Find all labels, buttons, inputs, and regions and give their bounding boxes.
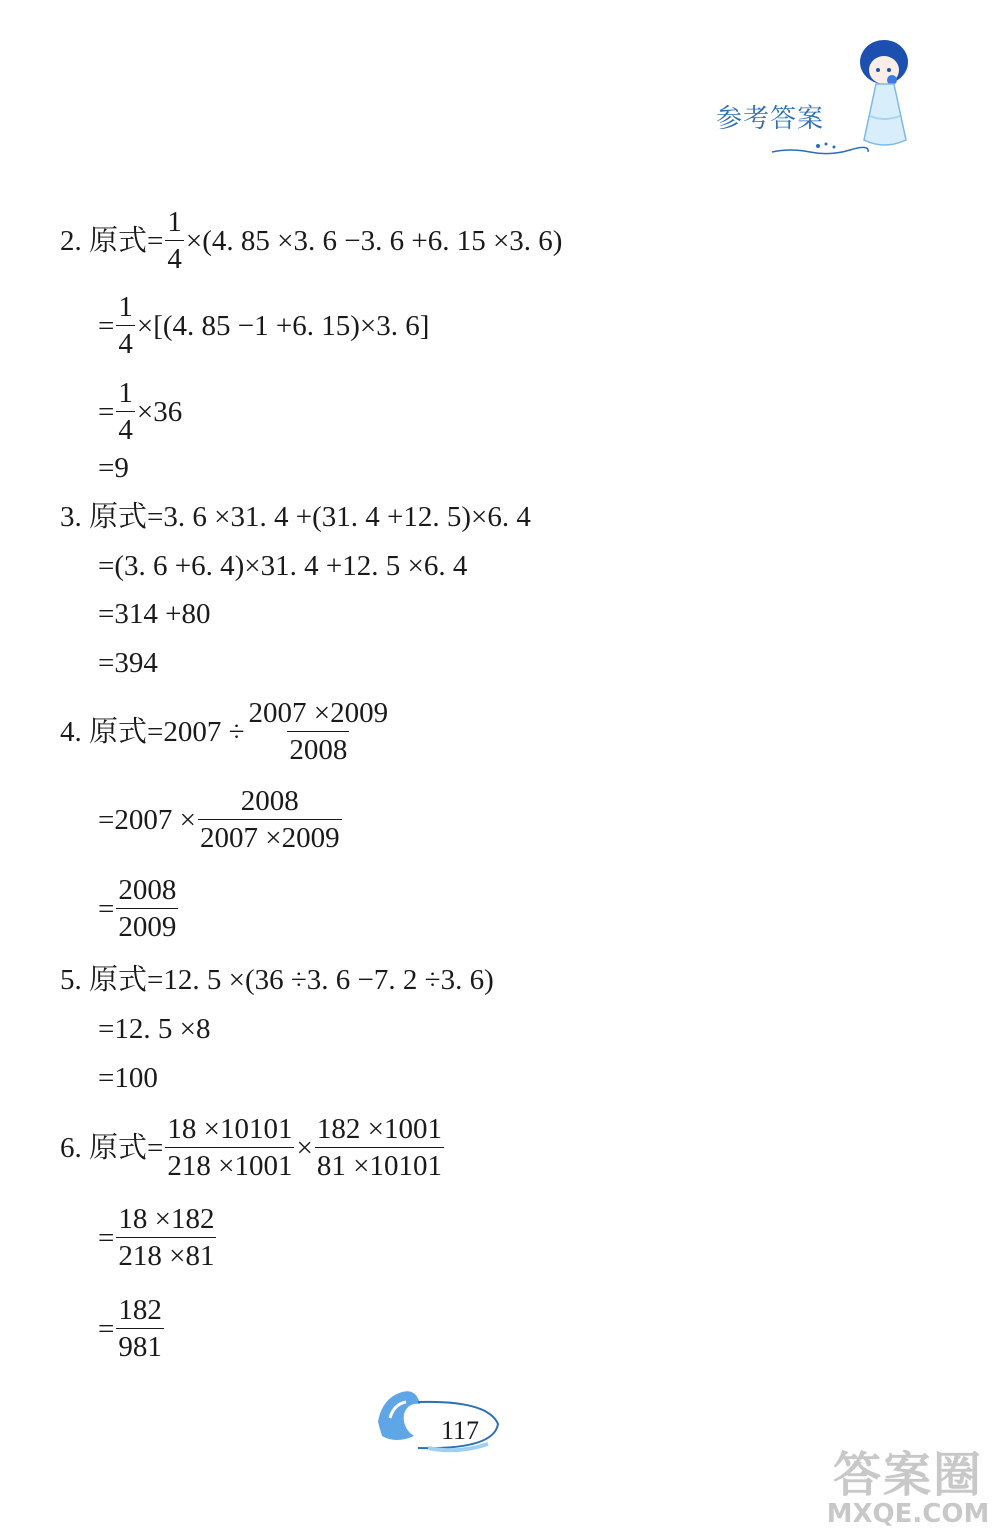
expression: ×[(4. 85 −1 +6. 15)×3. 6] [136, 309, 430, 342]
problem-2-line-4 [98, 451, 129, 485]
problem-5-line-2 [98, 1012, 210, 1046]
problem-5-line-1 [60, 963, 494, 997]
denominator: 4 [165, 240, 184, 276]
equals: = [147, 224, 164, 257]
problem-4-line-1 [60, 696, 392, 767]
denominator: 2008 [287, 731, 349, 767]
problem-6-line-2 [98, 1202, 218, 1273]
problem-label: 4. 原式 [60, 715, 148, 748]
problem-label: 5. 原式 [60, 964, 148, 996]
equals: = [98, 309, 115, 342]
expression: =314 +80 [98, 598, 211, 630]
equals: = [98, 1221, 115, 1254]
problem-5-line-3 [98, 1061, 158, 1095]
numerator: 182 ×1001 [316, 1113, 442, 1145]
fraction [116, 1202, 216, 1273]
denominator: 4 [116, 325, 135, 361]
fraction [116, 873, 178, 944]
denominator: 4 [116, 411, 135, 447]
problem-label: 6. 原式 [60, 1131, 148, 1164]
girl-illustration [840, 36, 920, 154]
fraction [247, 696, 391, 767]
denominator: 2007 ×2009 [198, 819, 342, 855]
denominator: 81 ×10101 [315, 1147, 444, 1183]
problem-2-line-3 [98, 376, 182, 447]
equals: = [147, 1131, 164, 1164]
fraction [165, 205, 184, 276]
fraction [116, 1293, 164, 1364]
fraction [198, 784, 342, 855]
problem-3-line-4 [98, 646, 158, 680]
expression: =9 [98, 452, 129, 484]
expression: =2007 × [98, 803, 196, 836]
numerator: 18 ×182 [118, 1203, 215, 1235]
denominator: 981 [116, 1328, 164, 1364]
fraction [116, 290, 135, 361]
problem-label: 2. 原式 [60, 224, 148, 257]
fraction [315, 1112, 444, 1183]
numerator: 182 [118, 1294, 162, 1326]
page-number: 117 [440, 1416, 480, 1445]
problem-6-line-1 [60, 1112, 446, 1183]
denominator: 2009 [116, 908, 178, 944]
expression: =100 [98, 1062, 158, 1094]
expression: =2007 ÷ [147, 715, 245, 748]
equals: = [98, 1312, 115, 1345]
expression: =12. 5 ×8 [98, 1013, 211, 1045]
expression: =12. 5 ×(36 ÷3. 6 −7. 2 ÷3. 6) [147, 964, 494, 996]
expression: =3. 6 ×31. 4 +(31. 4 +12. 5)×6. 4 [147, 501, 531, 533]
problem-3-line-1 [60, 500, 531, 534]
numerator: 18 ×10101 [167, 1113, 293, 1145]
problem-3-line-3 [98, 597, 210, 631]
numerator: 2008 [118, 874, 177, 906]
watermark-url: MXQE.COM [826, 1499, 990, 1529]
numerator: 1 [167, 206, 182, 238]
equals: = [98, 395, 115, 428]
fraction [116, 376, 135, 447]
problem-2-line-2 [98, 290, 429, 361]
expression: =(3. 6 +6. 4)×31. 4 +12. 5 ×6. 4 [98, 550, 468, 582]
header-title: 参考答案 [716, 104, 825, 133]
numerator: 2008 [240, 785, 299, 817]
numerator: 1 [118, 291, 133, 323]
problem-2-line-1 [60, 205, 562, 276]
watermark-text: 答案圈 [832, 1447, 983, 1503]
problem-4-line-2 [98, 784, 344, 855]
expression: =394 [98, 647, 158, 679]
denominator: 218 ×81 [116, 1237, 216, 1273]
times-sign: × [296, 1131, 313, 1164]
problem-3-line-2 [98, 549, 467, 583]
equals: = [98, 892, 115, 925]
expression: ×(4. 85 ×3. 6 −3. 6 +6. 15 ×3. 6) [185, 224, 563, 257]
numerator: 2007 ×2009 [248, 697, 389, 729]
denominator: 218 ×1001 [165, 1147, 294, 1183]
fraction [165, 1112, 294, 1183]
watermark [818, 1436, 998, 1528]
grass-decoration [770, 138, 870, 158]
expression: ×36 [136, 395, 183, 428]
problem-label: 3. 原式 [60, 501, 148, 533]
numerator: 1 [118, 377, 133, 409]
problem-4-line-3 [98, 873, 180, 944]
problem-6-line-3 [98, 1293, 166, 1364]
